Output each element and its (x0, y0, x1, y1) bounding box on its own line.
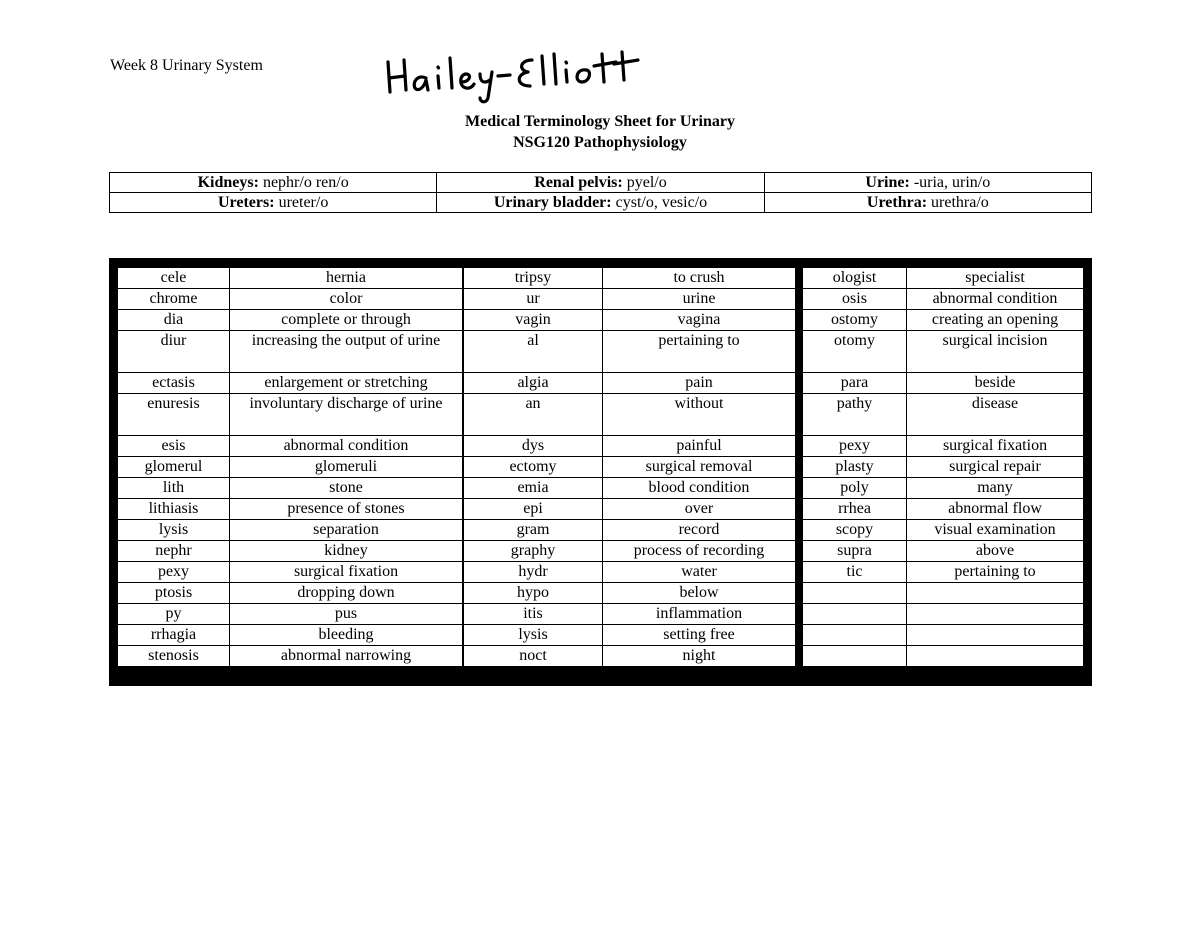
term-cell: para (803, 373, 907, 394)
term-row (803, 562, 1084, 583)
meaning-cell: abnormal condition (230, 436, 463, 457)
term-row (118, 604, 463, 625)
meaning-cell: involuntary discharge of urine (230, 394, 463, 436)
meaning-cell: disease (907, 394, 1084, 436)
term-cell: dia (118, 310, 230, 331)
term-cell: ur (464, 289, 603, 310)
meaning-cell: urine (603, 289, 796, 310)
term-cell: ectomy (464, 457, 603, 478)
term-row (803, 604, 1084, 625)
term-row (118, 562, 463, 583)
term-row (118, 394, 463, 436)
term-row (803, 541, 1084, 562)
meaning-cell: surgical repair (907, 457, 1084, 478)
combining-forms-table (109, 172, 1092, 213)
meaning-cell: to crush (603, 268, 796, 289)
term-cell: rrhagia (118, 625, 230, 646)
term-row (464, 289, 796, 310)
term-cell (803, 625, 907, 646)
organ-label: Urine: (865, 174, 910, 191)
term-cell: pexy (118, 562, 230, 583)
term-row (464, 604, 796, 625)
root-forms: cyst/o, vesic/o (611, 194, 708, 211)
term-row (118, 541, 463, 562)
term-cell: tripsy (464, 268, 603, 289)
term-row (464, 562, 796, 583)
root-cell (764, 173, 1091, 193)
meaning-cell: vagina (603, 310, 796, 331)
meaning-cell: setting free (603, 625, 796, 646)
meaning-cell: blood condition (603, 478, 796, 499)
term-cell (803, 583, 907, 604)
combining-forms-row (110, 193, 1092, 213)
term-row (803, 646, 1084, 667)
term-row (118, 310, 463, 331)
term-row (464, 373, 796, 394)
root-cell (764, 193, 1091, 213)
term-row (118, 373, 463, 394)
term-cell: py (118, 604, 230, 625)
term-row (803, 520, 1084, 541)
term-row (803, 394, 1084, 436)
term-cell: scopy (803, 520, 907, 541)
term-row (803, 457, 1084, 478)
term-cell: emia (464, 478, 603, 499)
term-row (803, 331, 1084, 373)
term-row (464, 520, 796, 541)
meaning-cell: painful (603, 436, 796, 457)
meaning-cell (907, 625, 1084, 646)
term-row (464, 436, 796, 457)
term-cell: cele (118, 268, 230, 289)
meaning-cell: over (603, 499, 796, 520)
term-cell: lysis (464, 625, 603, 646)
term-cell: dys (464, 436, 603, 457)
meaning-cell: beside (907, 373, 1084, 394)
term-cell: lith (118, 478, 230, 499)
term-row (803, 625, 1084, 646)
term-row (803, 436, 1084, 457)
term-row (118, 646, 463, 667)
root-forms: nephr/o ren/o (258, 174, 349, 191)
term-cell: pathy (803, 394, 907, 436)
meaning-cell: pertaining to (907, 562, 1084, 583)
root-cell (437, 193, 764, 213)
term-cell: hypo (464, 583, 603, 604)
meaning-cell: night (603, 646, 796, 667)
term-row (803, 478, 1084, 499)
meaning-cell: many (907, 478, 1084, 499)
term-row (464, 646, 796, 667)
meaning-cell: color (230, 289, 463, 310)
term-cell (803, 646, 907, 667)
term-cell: plasty (803, 457, 907, 478)
meaning-cell: surgical fixation (907, 436, 1084, 457)
term-cell: ologist (803, 268, 907, 289)
term-group-1 (117, 267, 462, 667)
term-row (803, 583, 1084, 604)
term-cell: ptosis (118, 583, 230, 604)
term-cell: lithiasis (118, 499, 230, 520)
meaning-cell: enlargement or stretching (230, 373, 463, 394)
meaning-cell: surgical fixation (230, 562, 463, 583)
term-cell: ectasis (118, 373, 230, 394)
title-line-1: Medical Terminology Sheet for Urinary (465, 113, 735, 130)
term-cell: vagin (464, 310, 603, 331)
term-row (118, 457, 463, 478)
term-group-table (463, 267, 796, 667)
organ-label: Urethra: (866, 194, 928, 211)
meaning-cell: creating an opening (907, 310, 1084, 331)
meaning-cell: above (907, 541, 1084, 562)
term-row (464, 394, 796, 436)
term-cell: gram (464, 520, 603, 541)
organ-label: Ureters: (218, 194, 275, 211)
term-cell: poly (803, 478, 907, 499)
meaning-cell: record (603, 520, 796, 541)
organ-label: Renal pelvis: (534, 174, 623, 191)
term-cell: ostomy (803, 310, 907, 331)
term-cell: stenosis (118, 646, 230, 667)
term-row (118, 499, 463, 520)
meaning-cell: increasing the output of urine (230, 331, 463, 373)
term-row (464, 331, 796, 373)
meaning-cell: visual examination (907, 520, 1084, 541)
meaning-cell: water (603, 562, 796, 583)
term-row (118, 331, 463, 373)
meaning-cell (907, 583, 1084, 604)
term-cell: al (464, 331, 603, 373)
term-cell: epi (464, 499, 603, 520)
organ-label: Kidneys: (197, 174, 259, 191)
meaning-cell: stone (230, 478, 463, 499)
meaning-cell: below (603, 583, 796, 604)
meaning-cell: glomeruli (230, 457, 463, 478)
term-cell: graphy (464, 541, 603, 562)
term-row (464, 457, 796, 478)
term-row (803, 268, 1084, 289)
term-cell: rrhea (803, 499, 907, 520)
meaning-cell: separation (230, 520, 463, 541)
term-cell: nephr (118, 541, 230, 562)
meaning-cell: pertaining to (603, 331, 796, 373)
root-cell (437, 173, 764, 193)
term-row (803, 310, 1084, 331)
term-cell: otomy (803, 331, 907, 373)
organ-label: Urinary bladder: (493, 194, 612, 211)
meaning-cell: presence of stones (230, 499, 463, 520)
root-forms: urethra/o (927, 194, 989, 211)
term-group-2 (463, 267, 795, 667)
term-cell: lysis (118, 520, 230, 541)
term-row (118, 520, 463, 541)
meaning-cell: pain (603, 373, 796, 394)
root-cell (110, 173, 437, 193)
term-row (464, 625, 796, 646)
term-cell: hydr (464, 562, 603, 583)
meaning-cell: inflammation (603, 604, 796, 625)
term-cell: glomerul (118, 457, 230, 478)
root-forms: -uria, urin/o (909, 174, 991, 191)
term-cell: esis (118, 436, 230, 457)
terminology-table (109, 258, 1092, 686)
term-group-3 (802, 267, 1083, 667)
meaning-cell: specialist (907, 268, 1084, 289)
meaning-cell: kidney (230, 541, 463, 562)
term-cell: an (464, 394, 603, 436)
combining-forms-row (110, 173, 1092, 193)
term-cell: tic (803, 562, 907, 583)
term-row (464, 541, 796, 562)
root-forms: ureter/o (274, 194, 329, 211)
meaning-cell: abnormal narrowing (230, 646, 463, 667)
term-row (464, 478, 796, 499)
term-group-table (802, 267, 1084, 667)
term-group-table (117, 267, 463, 667)
term-row (118, 268, 463, 289)
term-row (464, 583, 796, 604)
document-title (0, 111, 1200, 153)
term-row (118, 289, 463, 310)
term-cell (803, 604, 907, 625)
meaning-cell: bleeding (230, 625, 463, 646)
meaning-cell (907, 604, 1084, 625)
term-row (118, 625, 463, 646)
meaning-cell: abnormal condition (907, 289, 1084, 310)
term-row (803, 289, 1084, 310)
meaning-cell: abnormal flow (907, 499, 1084, 520)
term-cell: chrome (118, 289, 230, 310)
term-row (464, 268, 796, 289)
term-row (464, 499, 796, 520)
term-cell: noct (464, 646, 603, 667)
meaning-cell: complete or through (230, 310, 463, 331)
handwritten-signature (380, 40, 670, 110)
term-cell: diur (118, 331, 230, 373)
term-row (118, 583, 463, 604)
term-cell: osis (803, 289, 907, 310)
meaning-cell: surgical removal (603, 457, 796, 478)
title-line-2: NSG120 Pathophysiology (513, 134, 687, 151)
week-label: Week 8 Urinary System (110, 57, 263, 74)
meaning-cell: dropping down (230, 583, 463, 604)
term-cell: algia (464, 373, 603, 394)
term-row (118, 436, 463, 457)
term-cell: itis (464, 604, 603, 625)
root-cell (110, 193, 437, 213)
term-cell: enuresis (118, 394, 230, 436)
meaning-cell: pus (230, 604, 463, 625)
term-cell: supra (803, 541, 907, 562)
meaning-cell: process of recording (603, 541, 796, 562)
term-row (803, 373, 1084, 394)
meaning-cell: surgical incision (907, 331, 1084, 373)
meaning-cell (907, 646, 1084, 667)
term-row (118, 478, 463, 499)
root-forms: pyel/o (622, 174, 667, 191)
meaning-cell: hernia (230, 268, 463, 289)
term-cell: pexy (803, 436, 907, 457)
meaning-cell: without (603, 394, 796, 436)
term-row (803, 499, 1084, 520)
term-row (464, 310, 796, 331)
